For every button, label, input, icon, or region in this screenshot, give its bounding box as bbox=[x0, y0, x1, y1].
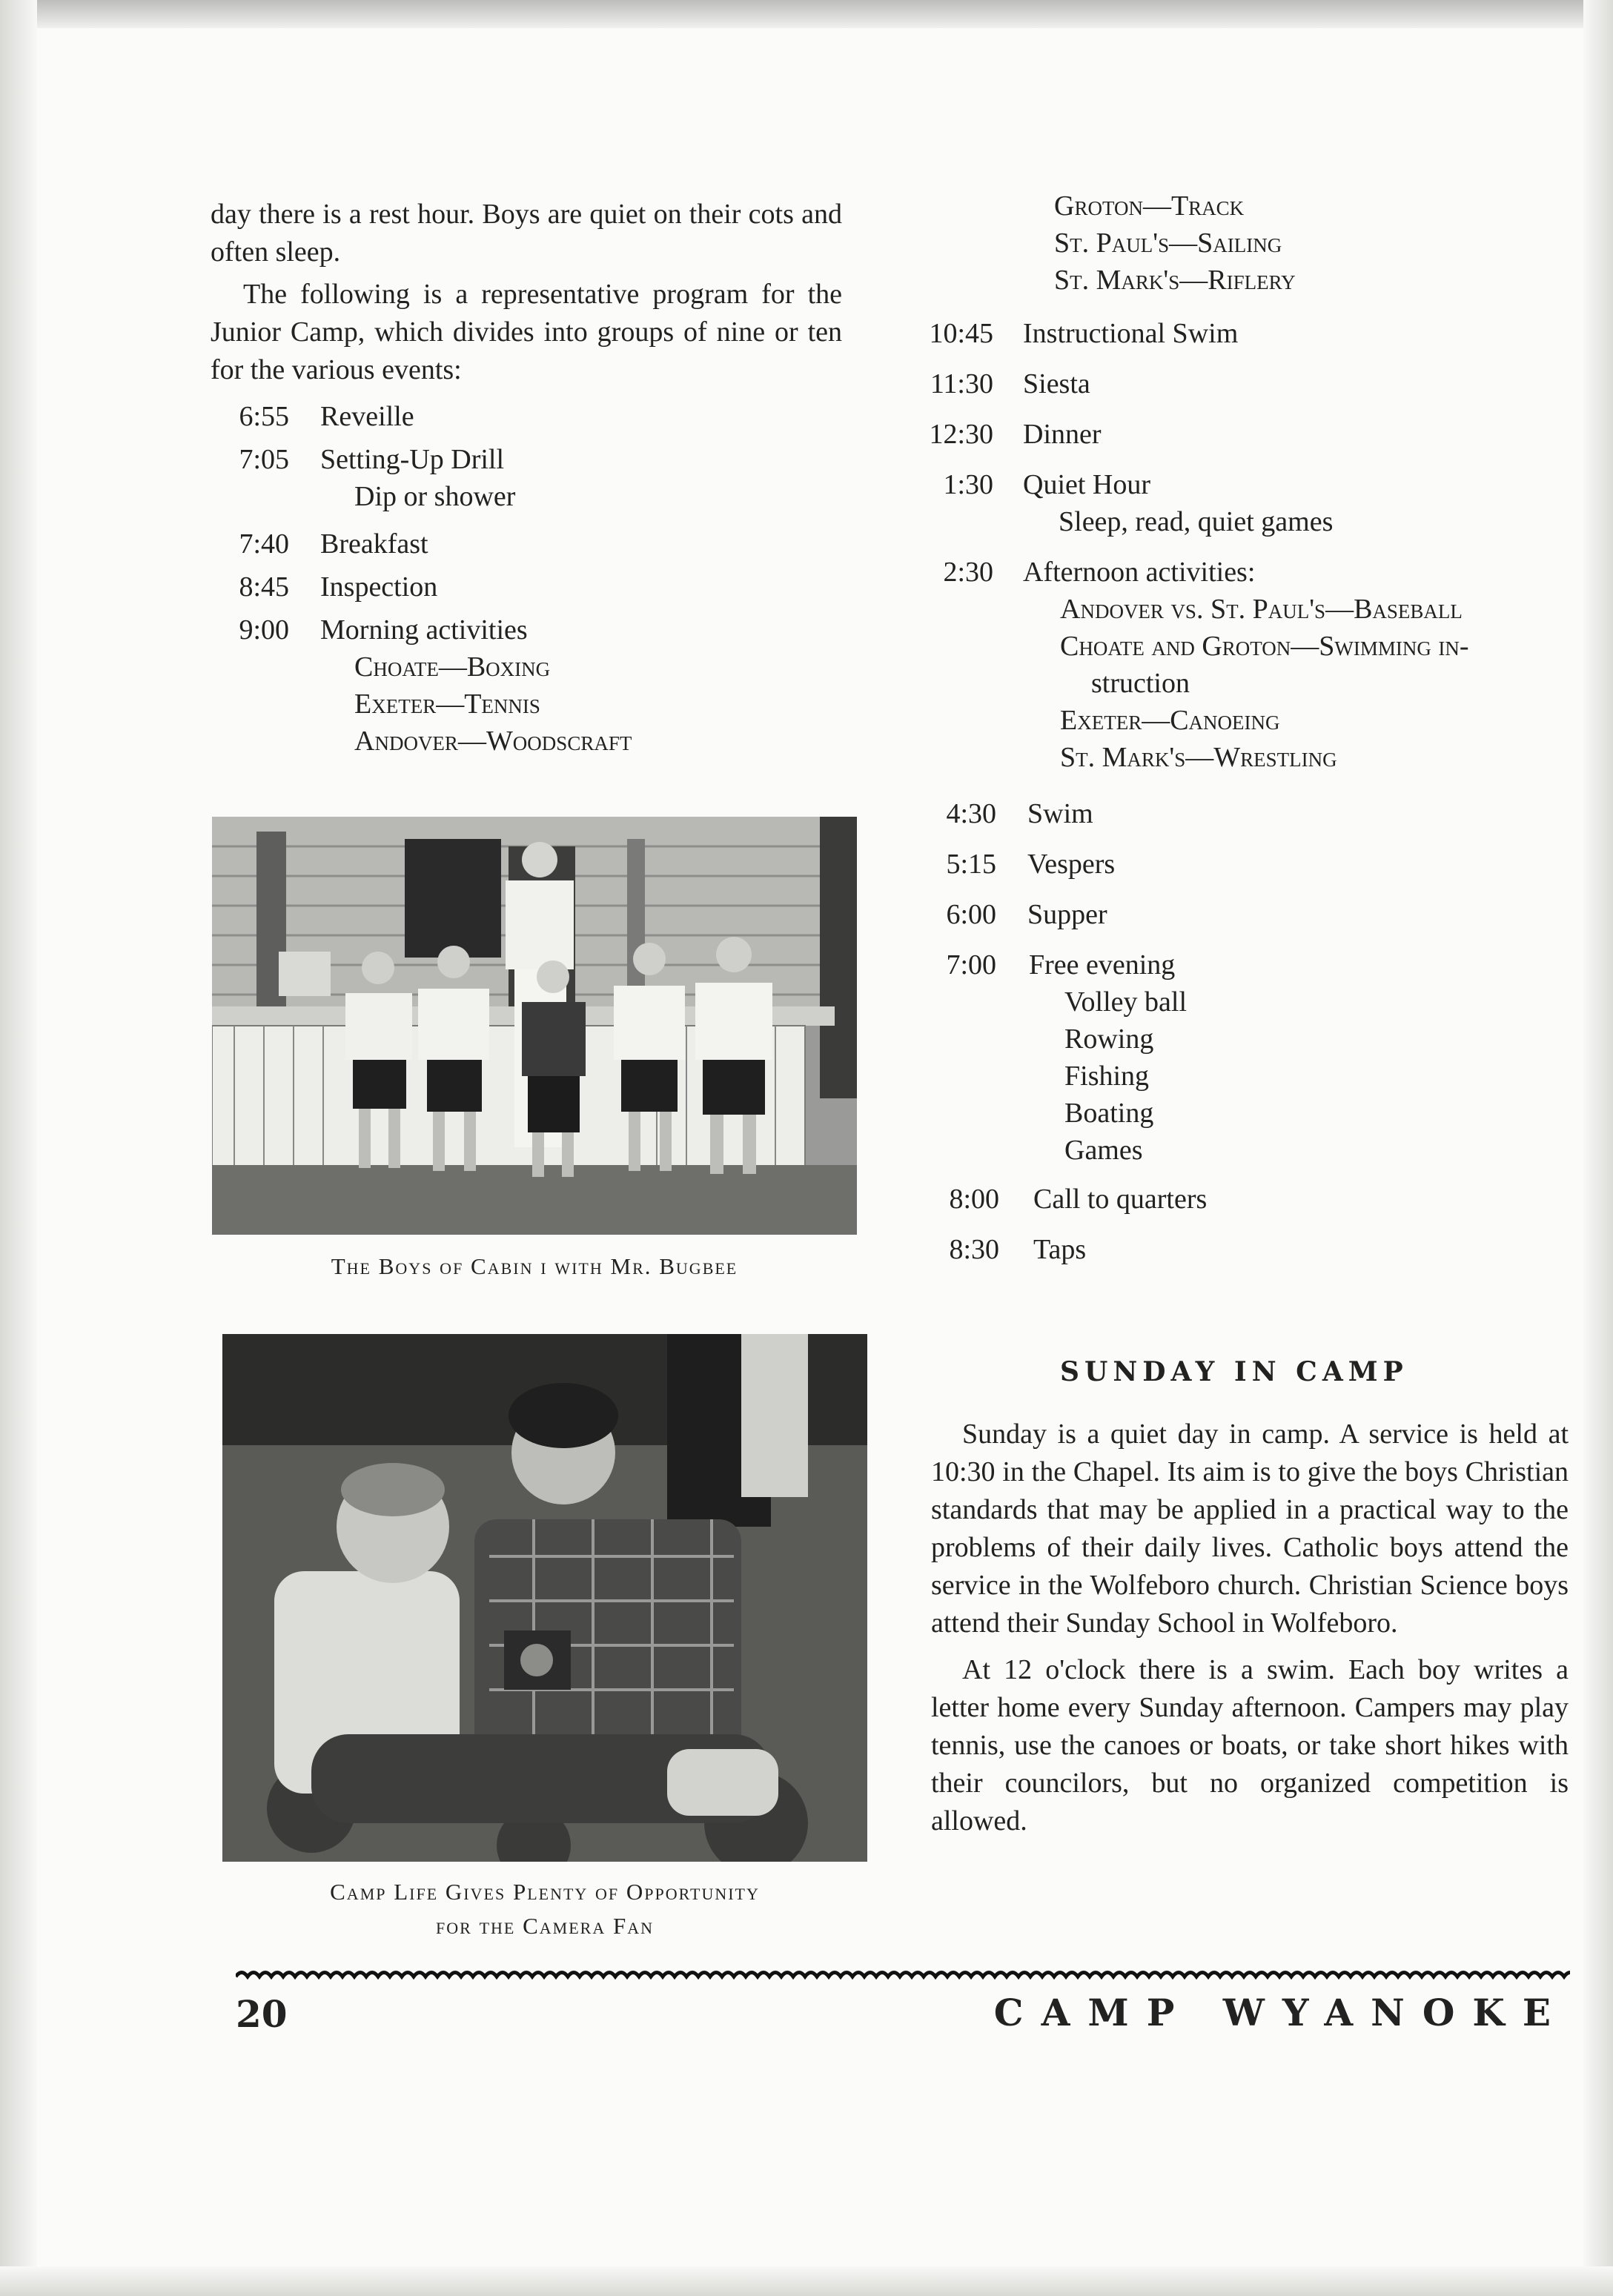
photo-caption-camera-line1: Camp Life Gives Plenty of Opportunity bbox=[330, 1879, 760, 1905]
schedule-activity: Inspection bbox=[320, 571, 438, 603]
page-right-shadow bbox=[1583, 0, 1613, 2296]
schedule-time: 7:40 bbox=[239, 528, 289, 560]
cabin-photo-image bbox=[212, 817, 857, 1235]
schedule-subitem: St. Mark's—Wrestling bbox=[1060, 742, 1337, 773]
page-left-shadow bbox=[0, 0, 37, 2296]
schedule-activity: Afternoon activities: bbox=[1023, 557, 1256, 588]
schedule-activity: Siesta bbox=[1023, 368, 1090, 399]
schedule-time: 2:30 bbox=[943, 557, 993, 588]
schedule-time: 10:45 bbox=[929, 318, 993, 349]
schedule-subitem: Games bbox=[1064, 1135, 1143, 1166]
photo-caption-camera-line2: for the Camera Fan bbox=[436, 1913, 654, 1939]
schedule-activity: Vespers bbox=[1027, 849, 1116, 880]
schedule-subitem: Choate—Boxing bbox=[354, 651, 551, 683]
schedule-time: 8:00 bbox=[949, 1184, 999, 1215]
schedule-time: 4:30 bbox=[946, 798, 996, 829]
schedule-time: 9:00 bbox=[239, 614, 289, 646]
schedule-subitem: Fishing bbox=[1064, 1061, 1150, 1092]
schedule-time: 12:30 bbox=[929, 419, 993, 450]
schedule-subitem: Exeter—Tennis bbox=[354, 689, 540, 720]
footer-brand: CAMP WYANOKE bbox=[993, 1991, 1569, 2034]
schedule-time: 8:30 bbox=[949, 1234, 999, 1265]
schedule-activity: Free evening bbox=[1029, 949, 1176, 981]
photo-caption-camera bbox=[222, 1875, 867, 1943]
schedule-time: 8:45 bbox=[239, 571, 289, 603]
schedule-activity: Morning activities bbox=[320, 614, 528, 646]
schedule-subitem: Andover vs. St. Paul's—Baseball bbox=[1060, 594, 1463, 625]
sunday-paragraph-2: At 12 o'clock there is a swim. Each boy writes a letter home every Sunday afternoon. Campers may play tennis, use the canoes or boats, or take short hikes with their councilors, but no organized competition is allowed. bbox=[931, 1654, 1569, 1837]
schedule-subitem: Exeter—Canoeing bbox=[1060, 705, 1280, 736]
page-bottom-shadow bbox=[0, 2266, 1613, 2296]
schedule-time: 5:15 bbox=[946, 849, 996, 880]
schedule-activity: Taps bbox=[1033, 1234, 1087, 1265]
schedule-subitem: Choate and Groton—Swimming in- bbox=[1060, 631, 1469, 662]
schedule-activity: Call to quarters bbox=[1033, 1184, 1208, 1215]
intro-paragraph-2: The following is a representative program for the Junior Camp, which divides into groups of nine or ten for the various events: bbox=[211, 279, 842, 385]
camera-photo-image bbox=[222, 1334, 867, 1862]
schedule-time: 6:55 bbox=[239, 401, 289, 432]
schedule-activity: Quiet Hour bbox=[1023, 469, 1151, 500]
intro-paragraph-1: day there is a rest hour. Boys are quiet on their cots and often sleep. bbox=[211, 199, 842, 268]
schedule-activity: Dinner bbox=[1023, 419, 1102, 450]
schedule-subitem: Andover—Woodscraft bbox=[354, 726, 632, 757]
schedule-subitem: Sleep, read, quiet games bbox=[1059, 506, 1334, 537]
schedule-subitem: Dip or shower bbox=[354, 481, 516, 512]
schedule-subitem: Rowing bbox=[1064, 1023, 1154, 1055]
schedule-time: 6:00 bbox=[946, 899, 996, 930]
schedule-activity: Reveille bbox=[320, 401, 414, 432]
schedule-time: 7:05 bbox=[239, 444, 289, 475]
schedule-activity: Supper bbox=[1027, 899, 1107, 930]
schedule-subitem: St. Paul's—Sailing bbox=[1054, 228, 1282, 259]
photo-camera-fan bbox=[222, 1334, 867, 1862]
schedule-activity: Setting-Up Drill bbox=[320, 444, 505, 475]
page-number: 20 bbox=[236, 1992, 288, 2036]
photo-cabin-boys bbox=[212, 817, 857, 1235]
schedule-activity: Instructional Swim bbox=[1023, 318, 1239, 349]
schedule-time: 7:00 bbox=[946, 949, 996, 981]
schedule-activity: Breakfast bbox=[320, 528, 428, 560]
schedule-time: 11:30 bbox=[930, 368, 993, 399]
page-top-edge bbox=[0, 0, 1613, 28]
schedule-time: 1:30 bbox=[943, 469, 993, 500]
intro-text bbox=[211, 196, 842, 389]
schedule-subitem: Groton—Track bbox=[1054, 190, 1245, 222]
section-heading-sunday: SUNDAY IN CAMP bbox=[1060, 1356, 1408, 1387]
schedule-subitem: St. Mark's—Riflery bbox=[1054, 265, 1296, 296]
schedule-activity: Swim bbox=[1027, 798, 1093, 829]
schedule-subitem: struction bbox=[1091, 668, 1190, 699]
schedule-subitem: Volley ball bbox=[1064, 986, 1188, 1018]
sunday-paragraph-1: Sunday is a quiet day in camp. A service is held at 10:30 in the Chapel. Its aim is to give the boys Christian standards that may be applied in a practical way to the problems of their daily lives. Catholic boys attend the service in the Wolfeboro church. Christian Science boys attend their Sunday School in Wolfeboro. bbox=[931, 1419, 1569, 1639]
sunday-text bbox=[931, 1416, 1569, 1840]
schedule-subitem: Boating bbox=[1064, 1098, 1154, 1129]
photo-caption-cabin: The Boys of Cabin i with Mr. Bugbee bbox=[331, 1253, 738, 1279]
footer-wavy-rule bbox=[236, 1967, 1570, 1986]
